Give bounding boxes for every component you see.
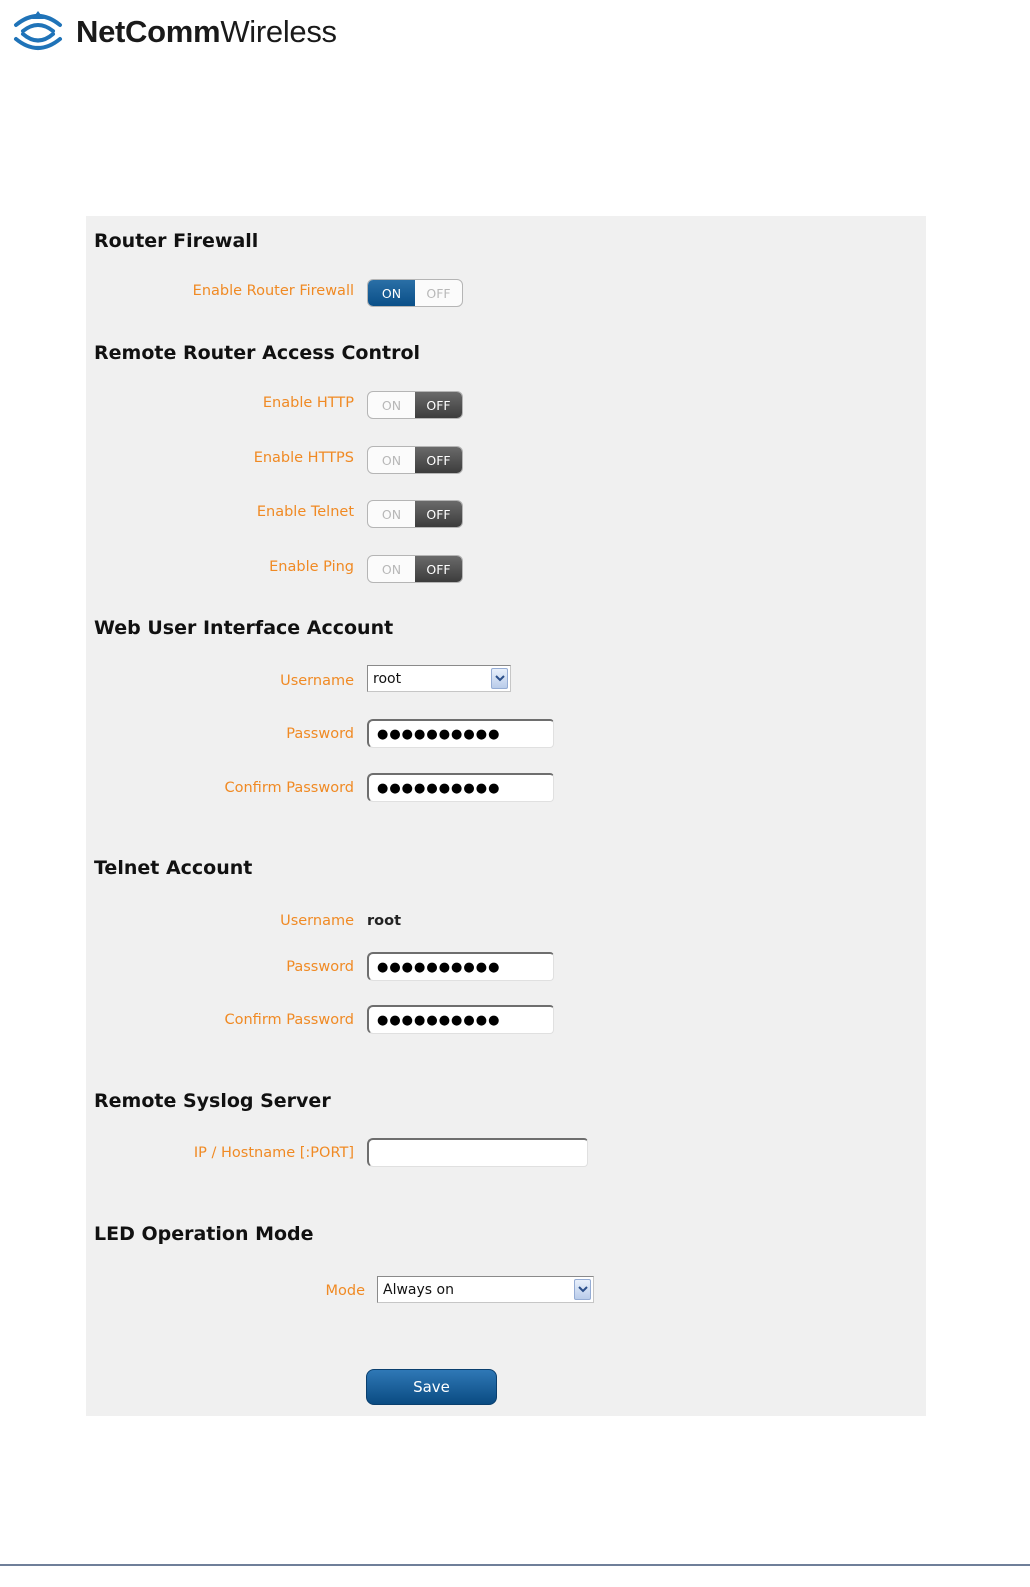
brand-name: NetCommWireless	[76, 14, 337, 49]
telnet-confirm-password-input[interactable]: ●●●●●●●●●●	[367, 1005, 554, 1034]
enable-telnet-toggle[interactable]	[367, 500, 463, 528]
toggle-on-option[interactable]: ON	[381, 561, 402, 577]
toggle-on-option[interactable]: ON	[381, 506, 402, 522]
toggle-off-option[interactable]: OFF	[415, 447, 462, 473]
syslog-host-label: IP / Hostname [:PORT]	[193, 1145, 354, 1161]
chevron-down-icon[interactable]	[491, 668, 508, 689]
telnet-password-input[interactable]: ●●●●●●●●●●	[367, 952, 554, 981]
enable-router-firewall-label: Enable Router Firewall	[192, 283, 354, 299]
section-title-router-firewall: Router Firewall	[94, 230, 259, 252]
enable-telnet-label: Enable Telnet	[256, 504, 354, 520]
toggle-off-option[interactable]: OFF	[415, 392, 462, 418]
section-title-remote-access: Remote Router Access Control	[94, 342, 421, 364]
enable-http-toggle[interactable]	[367, 391, 463, 419]
web-username-value: root	[373, 670, 402, 687]
telnet-username-label: Username	[280, 913, 354, 929]
led-mode-select[interactable]	[377, 1276, 594, 1303]
syslog-host-input[interactable]	[367, 1138, 588, 1167]
enable-http-label: Enable HTTP	[262, 395, 354, 411]
web-username-label: Username	[280, 673, 354, 689]
brand-logo	[10, 6, 337, 58]
web-confirm-password-label: Confirm Password	[224, 780, 354, 796]
toggle-off-option[interactable]: OFF	[426, 285, 451, 301]
web-confirm-password-input[interactable]: ●●●●●●●●●●	[367, 773, 554, 802]
led-mode-label: Mode	[325, 1283, 365, 1299]
toggle-off-option[interactable]: OFF	[415, 556, 462, 582]
enable-https-toggle[interactable]	[367, 446, 463, 474]
telnet-confirm-password-label: Confirm Password	[224, 1012, 354, 1028]
toggle-off-option[interactable]: OFF	[415, 501, 462, 527]
section-title-led-mode: LED Operation Mode	[94, 1223, 314, 1245]
settings-panel	[86, 216, 926, 1416]
enable-ping-label: Enable Ping	[269, 559, 354, 575]
save-button[interactable]: Save	[366, 1369, 497, 1405]
chevron-down-icon[interactable]	[574, 1279, 591, 1300]
telnet-password-label: Password	[286, 959, 354, 975]
toggle-on-option[interactable]: ON	[381, 452, 402, 468]
web-username-select[interactable]	[367, 665, 511, 692]
section-title-web-account: Web User Interface Account	[94, 617, 394, 639]
web-password-input[interactable]: ●●●●●●●●●●	[367, 719, 554, 748]
toggle-on-option[interactable]: ON	[381, 397, 402, 413]
telnet-username-value: root	[367, 913, 402, 929]
footer-divider	[0, 1564, 1030, 1566]
section-title-telnet-account: Telnet Account	[94, 857, 253, 879]
web-password-label: Password	[286, 726, 354, 742]
section-title-syslog: Remote Syslog Server	[94, 1090, 331, 1112]
enable-https-label: Enable HTTPS	[253, 450, 354, 466]
router-firewall-toggle[interactable]	[367, 279, 463, 307]
toggle-on-option[interactable]: ON	[368, 280, 415, 306]
led-mode-value: Always on	[383, 1281, 454, 1298]
wifi-logo-icon	[10, 7, 66, 57]
enable-ping-toggle[interactable]	[367, 555, 463, 583]
